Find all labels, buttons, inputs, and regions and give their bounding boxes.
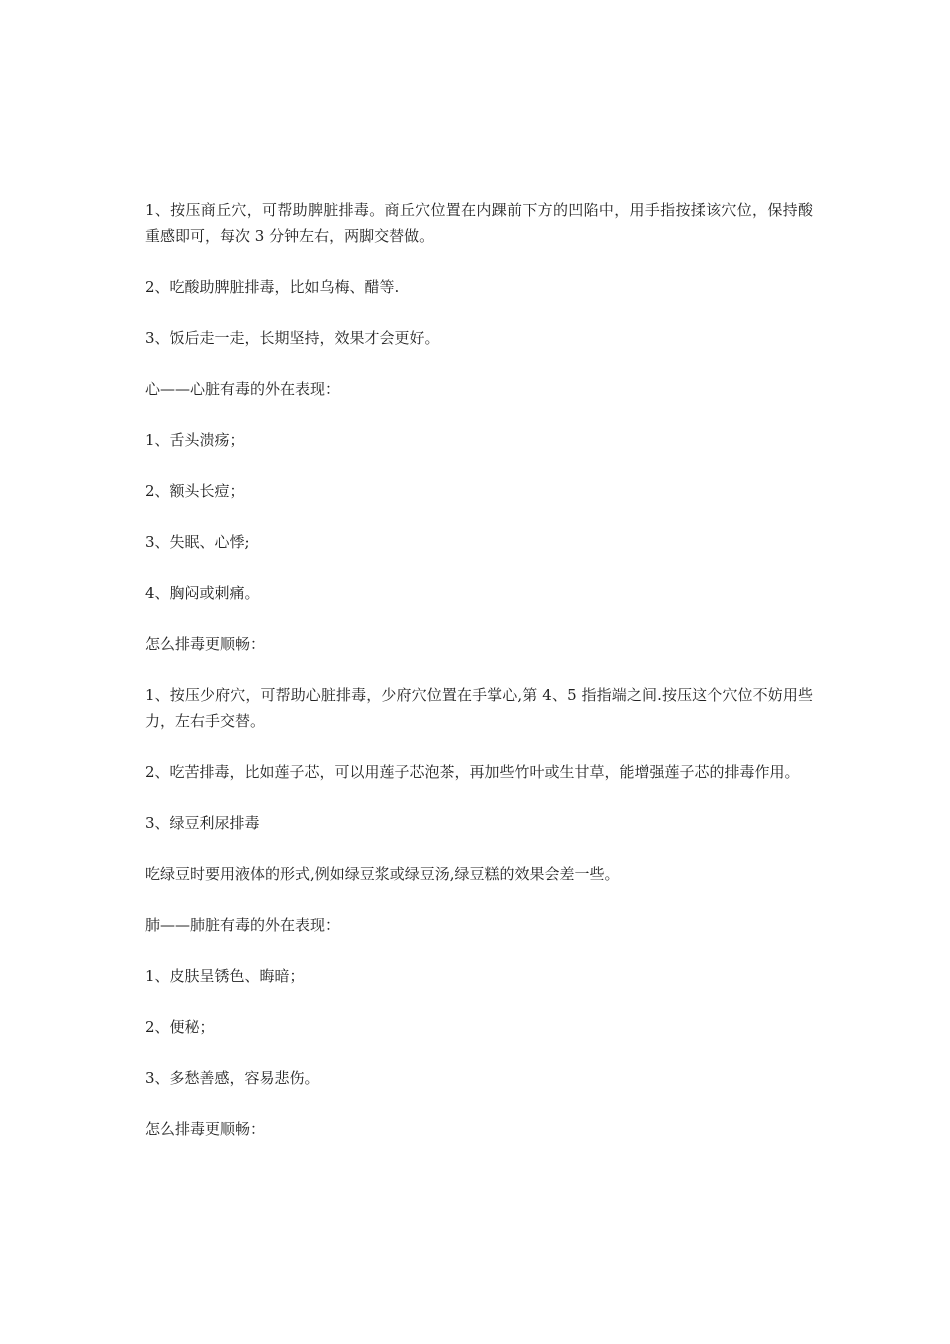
paragraph-mung-bean-note: 吃绿豆时要用液体的形式,例如绿豆浆或绿豆汤,绿豆糕的效果会差一些。 xyxy=(145,865,620,883)
paragraph-heart-tip-3: 3、绿豆利尿排毒 xyxy=(145,814,260,832)
paragraph-spleen-tip-2: 2、吃酸助脾脏排毒，比如乌梅、醋等. xyxy=(145,278,400,296)
paragraph-heart-tip-1: 1、按压少府穴，可帮助心脏排毒，少府穴位置在手掌心,第 4、5 指指端之间.按压这个穴位不妨用些力，左右手交替。 xyxy=(145,686,813,730)
section-heading-heart-symptoms: 心——心脏有毒的外在表现： xyxy=(145,380,341,398)
paragraph-heart-symptom-3: 3、失眠、心悸; xyxy=(145,533,250,551)
paragraph-lung-symptom-2: 2、便秘； xyxy=(145,1018,215,1036)
paragraph-heart-symptom-1: 1、舌头溃疡； xyxy=(145,431,245,449)
document-body xyxy=(145,197,813,1167)
paragraph-lung-symptom-3: 3、多愁善感，容易悲伤。 xyxy=(145,1069,320,1087)
section-heading-lung-detox: 怎么排毒更顺畅： xyxy=(145,1120,266,1138)
paragraph-spleen-tip-1: 1、按压商丘穴，可帮助脾脏排毒。商丘穴位置在内踝前下方的凹陷中，用手指按揉该穴位，保持酸重感即可，每次 3 分钟左右，两脚交替做。 xyxy=(145,201,813,245)
section-heading-lung-symptoms: 肺——肺脏有毒的外在表现： xyxy=(145,916,341,934)
paragraph-heart-tip-2: 2、吃苦排毒，比如莲子芯，可以用莲子芯泡茶，再加些竹叶或生甘草，能增强莲子芯的排毒作用。 xyxy=(145,763,800,781)
paragraph-lung-symptom-1: 1、皮肤呈锈色、晦暗； xyxy=(145,967,305,985)
paragraph-heart-symptom-4: 4、胸闷或刺痛。 xyxy=(145,584,260,602)
paragraph-heart-symptom-2: 2、额头长痘； xyxy=(145,482,245,500)
section-heading-heart-detox: 怎么排毒更顺畅： xyxy=(145,635,266,653)
paragraph-spleen-tip-3: 3、饭后走一走，长期坚持，效果才会更好。 xyxy=(145,329,440,347)
